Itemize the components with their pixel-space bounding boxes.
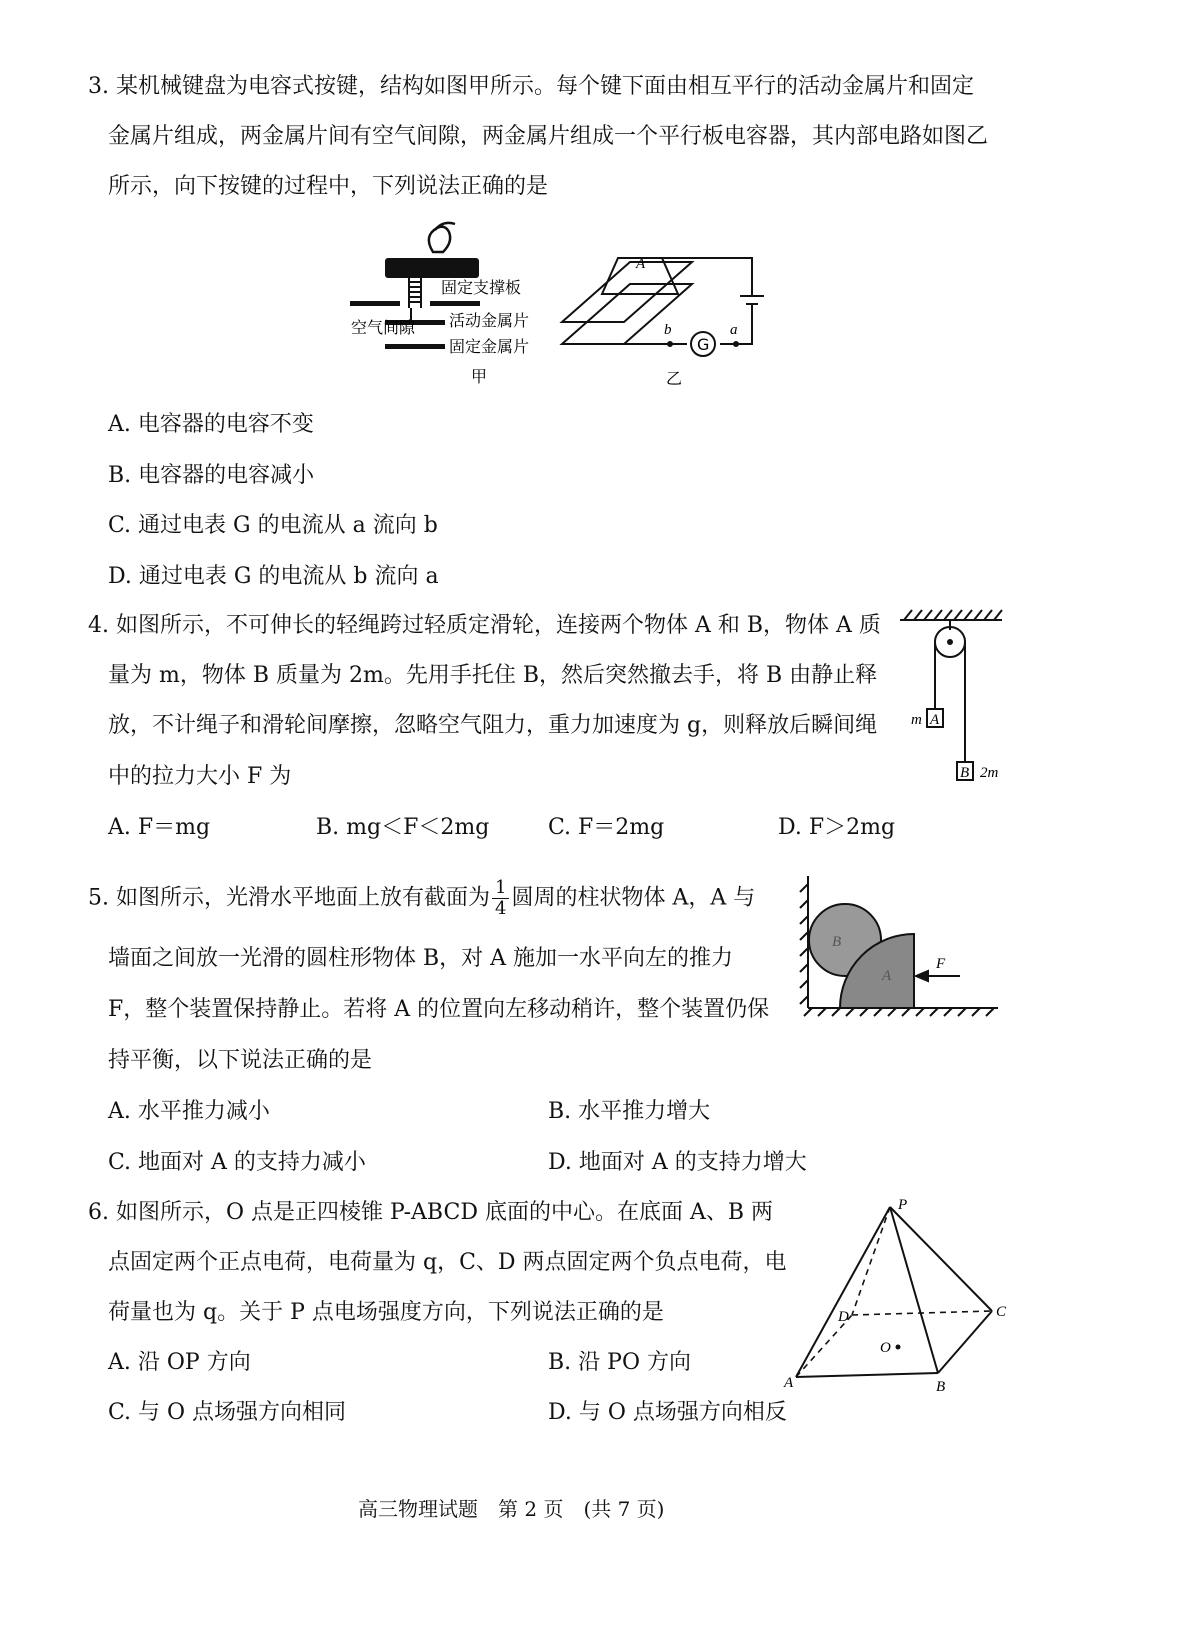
point-O: [896, 1345, 901, 1350]
q6-option-A: A. 沿 OP 方向: [108, 1350, 251, 1375]
q3-stem-line2: 金属片组成，两金属片间有空气间隙，两金属片组成一个平行板电容器，其内部电路如图乙: [108, 124, 989, 149]
fraction-numerator: 1: [492, 878, 509, 899]
edge-PD: [852, 1207, 890, 1315]
q5-stem-line2: 墙面之间放一光滑的圆柱形物体 B，对 A 施加一水平向左的推力: [108, 946, 734, 971]
label-B: B: [936, 1379, 946, 1395]
q4-option-A: A. F＝mg: [108, 815, 211, 840]
edge-AB: [796, 1373, 938, 1377]
figure-quarter-cylinder: [798, 876, 1003, 1024]
finger-icon: [429, 223, 455, 252]
label-A-key: A: [636, 256, 646, 272]
key-cap: [385, 258, 479, 278]
q6-option-D: D. 与 O 点场强方向相反: [548, 1400, 787, 1425]
label-G: G: [697, 335, 710, 354]
label-B: B: [960, 765, 970, 781]
q4-stem-line4: 中的拉力大小 F 为: [108, 764, 292, 789]
fraction-denominator: 4: [495, 898, 507, 919]
edge-PA: [796, 1207, 890, 1377]
label-D: D: [838, 1309, 849, 1325]
label-F: F: [936, 956, 946, 972]
force-arrow-F: [916, 971, 960, 981]
label-support-plate: 固定支撑板: [441, 278, 522, 297]
q3-option-D: D. 通过电表 G 的电流从 b 流向 a: [108, 564, 439, 589]
caption-yi: 乙: [666, 369, 683, 388]
q5-option-A: A. 水平推力减小: [108, 1099, 270, 1124]
label-a: a: [730, 322, 738, 338]
q4-option-D: D. F＞2mg: [778, 815, 896, 840]
q5-option-C: C. 地面对 A 的支持力减小: [108, 1150, 366, 1175]
figure-capacitor-circuit: [560, 222, 780, 392]
q4-option-B: B. mg＜F＜2mg: [316, 815, 490, 840]
q3-option-B: B. 电容器的电容减小: [108, 463, 315, 488]
q6-option-C: C. 与 O 点场强方向相同: [108, 1400, 347, 1425]
support-plate-left: [350, 301, 400, 306]
q4-option-C: C. F＝2mg: [548, 815, 665, 840]
label-A: A: [882, 968, 892, 984]
figure-pyramid: [780, 1195, 1010, 1395]
label-moving-plate: 活动金属片: [449, 311, 530, 330]
edge-BC: [938, 1311, 992, 1373]
q5-stem-line3: F，整个装置保持静止。若将 A 的位置向左移动稍许，整个装置仍保: [108, 997, 770, 1022]
label-C: C: [996, 1304, 1007, 1320]
q4-stem-line3: 放，不计绳子和滑轮间摩擦，忽略空气阻力，重力加速度为 g，则释放后瞬间绳: [108, 713, 878, 738]
q6-stem-line1: 6. 如图所示，O 点是正四棱锥 P-ABCD 底面的中心。在底面 A、B 两: [88, 1200, 774, 1225]
label-b: b: [664, 322, 672, 338]
label-A: A: [784, 1375, 794, 1391]
wall-hatch: [800, 884, 808, 1004]
q3-option-C: C. 通过电表 G 的电流从 a 流向 b: [108, 513, 438, 538]
label-mass-A: m: [911, 712, 922, 728]
q6-stem-line3: 荷量也为 q。关于 P 点电场强度方向，下列说法正确的是: [108, 1300, 664, 1325]
q3-stem-line3: 所示，向下按键的过程中，下列说法正确的是: [108, 174, 549, 199]
label-O: O: [880, 1340, 891, 1356]
q3-stem-line1: 3. 某机械键盘为电容式按键，结构如图甲所示。每个键下面由相互平行的活动金属片和固定: [88, 74, 974, 99]
spring: [409, 278, 421, 308]
label-B: B: [832, 934, 842, 950]
q4-stem-line1: 4. 如图所示，不可伸长的轻绳跨过轻质定滑轮，连接两个物体 A 和 B，物体 A 质: [88, 613, 881, 638]
ceiling-hatch: [904, 610, 1002, 620]
q4-stem-line2: 量为 m，物体 B 质量为 2m。先用手托住 B，然后突然撤去手，将 B 由静止释: [108, 663, 878, 688]
ground-hatch: [804, 1008, 994, 1016]
q5-stem-line1-post: 圆周的柱状物体 A，A 与: [511, 885, 756, 911]
label-mass-B: 2m: [980, 765, 999, 781]
fraction-quarter: [492, 878, 509, 919]
q6-option-B: B. 沿 PO 方向: [548, 1350, 691, 1375]
support-plate-right: [430, 301, 480, 306]
q6-stem-line2: 点固定两个正点电荷，电荷量为 q，C、D 两点固定两个负点电荷，电: [108, 1250, 787, 1275]
fixed-metal-plate: [385, 344, 445, 349]
upper-plate: [562, 262, 692, 322]
label-A: A: [930, 712, 940, 728]
q5-stem-line1: [88, 878, 755, 919]
q5-stem-line4: 持平衡，以下说法正确的是: [108, 1048, 373, 1073]
label-air-gap: 空气间隙: [351, 318, 416, 337]
caption-jia: 甲: [471, 367, 488, 386]
figure-keyboard-structure: [345, 222, 555, 392]
label-P: P: [898, 1197, 908, 1213]
label-fixed-plate: 固定金属片: [449, 337, 530, 356]
figure-pulley: [900, 610, 1010, 800]
q5-option-B: B. 水平推力增大: [548, 1099, 711, 1124]
q3-option-A: A. 电容器的电容不变: [108, 412, 314, 437]
q5-option-D: D. 地面对 A 的支持力增大: [548, 1150, 807, 1175]
page-footer: 高三物理试题 第 2 页 (共 7 页): [358, 1497, 665, 1521]
q5-stem-line1-pre: 5. 如图所示，光滑水平地面上放有截面为: [88, 885, 490, 911]
